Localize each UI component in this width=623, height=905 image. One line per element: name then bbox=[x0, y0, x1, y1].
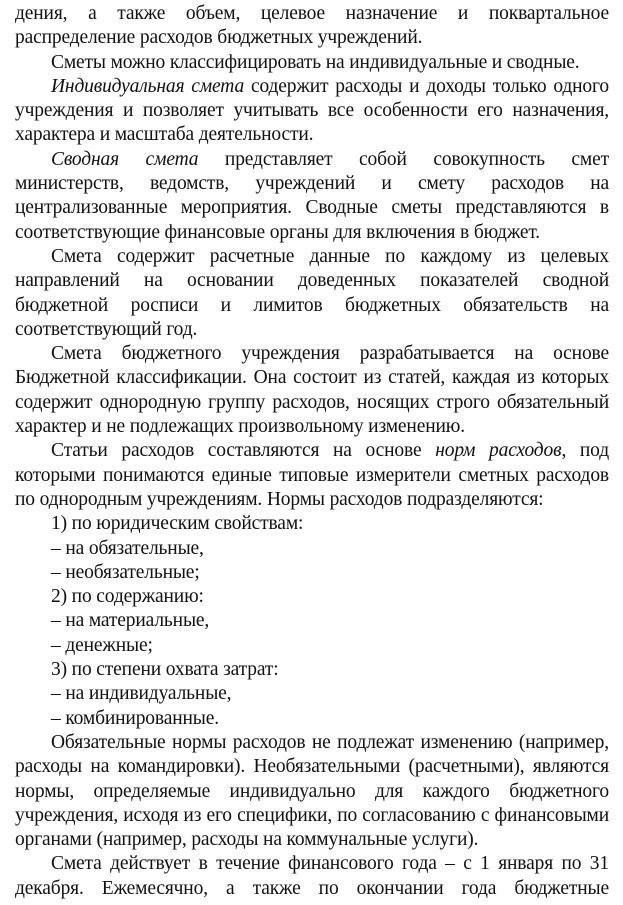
document-page bbox=[15, 2, 609, 901]
list-item: – денежные; bbox=[51, 634, 153, 656]
term-expense-norms: норм расходов bbox=[435, 440, 562, 462]
paragraph-summary-text: представляет собой совокупность смет министерств, ведомств, учреждений и смету расходов на централизованные мероприятия. Сводные сметы представляются в соответствующие финансовые органы для включения в бюджет. bbox=[15, 148, 610, 243]
norms-classification-list bbox=[15, 512, 609, 731]
list-item: 1) по юридическим свойствам: bbox=[51, 513, 304, 535]
list-item: – комбинированные. bbox=[51, 707, 219, 729]
list-item: – необязательные; bbox=[51, 561, 200, 583]
paragraph-summary-estimate bbox=[15, 148, 609, 245]
list-item: 3) по степени охвата затрат: bbox=[51, 659, 279, 681]
term-individual-estimate: Индивидуальная смета bbox=[51, 75, 245, 97]
paragraph-expense-norms bbox=[15, 439, 609, 512]
paragraph-classification: Сметы можно классифицировать на индивидуальные и сводные. bbox=[51, 51, 580, 73]
paragraph-continuation: дения, а также объем, целевое назначение и поквартальное распределение расходов бюджетных учреждений. bbox=[15, 3, 609, 49]
list-item: – на материальные, bbox=[51, 610, 210, 632]
list-item: 2) по содержанию: bbox=[51, 586, 204, 608]
paragraph-estimate-developed: Смета бюджетного учреждения разрабатывается на основе Бюджетной классификации. Она состоит из статей, каждая из которых содержит однородную группу расходов, носящих строго обязательный характер и не подлежащих произвольному изменению. bbox=[15, 343, 609, 438]
paragraph-mandatory-norms: Обязательные нормы расходов не подлежат изменению (например, расходы на командировки). Необязательными (расчетными), являются нормы, определяемые индивидуально для каждого бюджетного учреждения, исходя из его специфики, по согласованию с финансовыми органами (например, расходы на коммунальные услуги). bbox=[15, 731, 609, 851]
list-item: – на обязательные, bbox=[51, 537, 204, 559]
paragraph-estimate-validity: Смета действует в течение финансового года – с 1 января по 31 декабря. Ежемесячно, а также по окончании года бюджетные bbox=[15, 853, 609, 899]
paragraph-norms-after: , под которыми понимаются единые типовые измерители сметных расходов по однородным учреждениям. Нормы расходов подразделяются: bbox=[15, 440, 609, 510]
paragraph-estimate-contains: Смета содержит расчетные данные по каждому из целевых направлений на основании доведенных показателей сводной бюджетной росписи и лимитов бюджетных обязательств на соответствующий год. bbox=[15, 245, 609, 340]
list-item: – на индивидуальные, bbox=[51, 683, 232, 705]
paragraph-individual-estimate bbox=[15, 75, 609, 148]
paragraph-norms-before: Статьи расходов составляются на основе bbox=[51, 440, 436, 462]
term-summary-estimate: Сводная смета bbox=[51, 148, 199, 170]
paragraph-individual-text: содержит расходы и доходы только одного учреждения и позволяет учитывать все особенности его назначения, характера и масштаба деятельности. bbox=[15, 75, 609, 146]
